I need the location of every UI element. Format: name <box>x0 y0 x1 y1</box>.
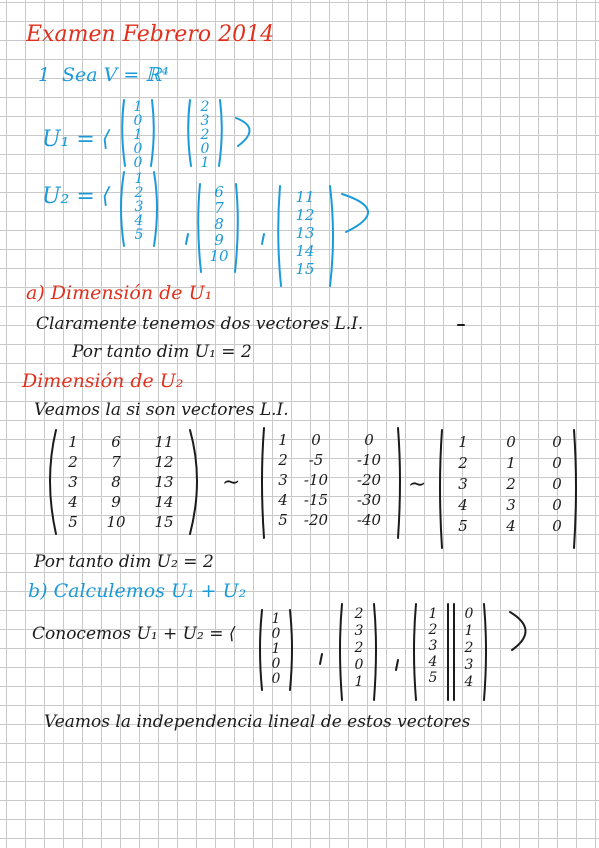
matrix-entry: -20 <box>303 511 329 529</box>
matrix-entry: 5 <box>278 511 288 529</box>
section-a-heading: a) Dimensión de U₁ <box>26 282 213 304</box>
bracket-left <box>198 184 201 272</box>
vector-entry: 0 <box>271 656 281 672</box>
matrix-entry: 9 <box>111 493 121 511</box>
vector-entry: 1 <box>133 99 143 115</box>
matrix-entry: 13 <box>154 473 174 491</box>
vector-entry: 2 <box>354 606 364 622</box>
vector-entry: 2 <box>200 99 210 115</box>
matrix-entry: 2 <box>458 454 468 472</box>
vector-entry: 1 <box>428 606 438 622</box>
matrix-entry: 0 <box>552 433 562 451</box>
vector-entry: 1 <box>200 155 210 171</box>
matrix-entry: 1 <box>68 433 78 451</box>
bracket-left <box>440 430 442 548</box>
comma <box>186 234 188 244</box>
question-number: 1 <box>38 64 51 86</box>
matrix-entry: 12 <box>154 453 174 471</box>
vector-entry: 3 <box>464 657 474 673</box>
bracket-left <box>121 172 124 246</box>
question-statement: Sea V = ℝ⁴ <box>62 64 169 86</box>
section-b-heading: b) Calculemos U₁ + U₂ <box>28 580 247 602</box>
matrix-2-column-2 <box>296 430 336 530</box>
matrix-entry: 10 <box>106 513 126 531</box>
angle-bracket-close <box>236 118 250 146</box>
vector-entry: 1 <box>133 127 143 143</box>
equivalence-symbol: ∼ <box>222 470 241 495</box>
veamos-line: Veamos la si son vectores L.I. <box>34 400 289 420</box>
vector-entry: 1 <box>271 641 281 657</box>
matrix-entry: -10 <box>303 471 329 489</box>
matrix-entry: -15 <box>303 491 329 509</box>
vector-entry: 5 <box>134 227 144 243</box>
matrix-entry: 7 <box>111 453 121 471</box>
comma <box>320 654 322 664</box>
matrix-entry: 1 <box>458 433 468 451</box>
matrix-entry: 4 <box>458 496 468 514</box>
vector-entry: 12 <box>295 206 315 224</box>
matrix-1-column-1 <box>62 432 84 532</box>
vector-entry: 2 <box>200 127 210 143</box>
comma <box>262 234 264 244</box>
comma <box>396 660 398 670</box>
matrix-2-column-3 <box>346 430 392 530</box>
vector-entry: 3 <box>134 199 144 215</box>
matrix-entry: -40 <box>356 511 382 529</box>
vector-entry: 11 <box>295 188 315 206</box>
matrix-entry: 15 <box>154 513 174 531</box>
matrix-1-column-2 <box>102 432 130 532</box>
sum-vector-2 <box>350 606 368 691</box>
vector-entry: 1 <box>134 171 144 187</box>
vector-entry: 2 <box>354 640 364 656</box>
matrix-entry: 8 <box>111 473 121 491</box>
matrix-entry: 0 <box>311 431 321 449</box>
bracket-left <box>122 100 125 166</box>
vector-entry: 0 <box>354 657 364 673</box>
vector-entry: 5 <box>428 670 438 686</box>
matrix-entry: -30 <box>356 491 382 509</box>
sum-vector-3 <box>424 606 442 686</box>
bracket-right <box>574 430 576 548</box>
matrix-entry: 0 <box>552 475 562 493</box>
dim-u2-result: Por tanto dim U₂ = 2 <box>34 552 214 572</box>
vector-entry: 2 <box>134 185 144 201</box>
bracket-right <box>374 604 376 700</box>
bracket-right <box>398 428 400 538</box>
sum-vector-1 <box>268 612 284 687</box>
bracket-right <box>484 604 486 700</box>
bracket-left <box>262 428 264 538</box>
vector-entry: 3 <box>200 113 210 129</box>
matrix-entry: 0 <box>506 433 516 451</box>
matrix-entry: 6 <box>111 433 121 451</box>
paren-right <box>190 430 197 534</box>
matrix-entry: 4 <box>68 493 78 511</box>
u2-vector-3 <box>288 188 322 278</box>
matrix-entry: 0 <box>552 517 562 535</box>
bracket-left <box>340 604 342 700</box>
matrix-3-column-2 <box>500 432 522 537</box>
vector-entry: 0 <box>133 141 143 157</box>
vector-entry: 0 <box>271 671 281 687</box>
matrix-3-column-1 <box>452 432 474 537</box>
matrix-entry: 2 <box>68 453 78 471</box>
vector-entry: 2 <box>428 622 438 638</box>
u1-label: U₁ = ⟨ <box>42 127 111 152</box>
matrix-entry: 5 <box>68 513 78 531</box>
matrix-3-column-3 <box>546 432 568 537</box>
vector-entry: 6 <box>214 183 224 201</box>
last-line: Veamos la independencia lineal de estos vectores <box>44 712 471 732</box>
matrix-entry: 3 <box>68 473 78 491</box>
vector-entry: 3 <box>354 623 364 639</box>
u2-vector-1 <box>130 172 148 242</box>
matrix-entry: 5 <box>458 517 468 535</box>
matrix-entry: 2 <box>278 451 288 469</box>
matrix-entry: 14 <box>154 493 174 511</box>
sum-line: Conocemos U₁ + U₂ = ⟨ <box>32 624 236 644</box>
vector-entry: 8 <box>214 215 224 233</box>
vector-entry: 4 <box>464 674 474 690</box>
bracket-left <box>260 610 262 690</box>
vector-entry: 0 <box>200 141 210 157</box>
vector-entry: 1 <box>464 623 474 639</box>
bracket-left <box>188 100 191 166</box>
vector-entry: 0 <box>271 626 281 642</box>
matrix-entry: 1 <box>278 431 288 449</box>
bracket-left <box>278 186 281 286</box>
matrix-entry: 4 <box>506 517 516 535</box>
matrix-entry: -5 <box>308 451 324 469</box>
matrix-entry: 0 <box>552 454 562 472</box>
bracket-left <box>414 604 416 700</box>
bracket-right <box>330 186 333 286</box>
u1-vector-1 <box>130 100 146 170</box>
vector-entry: 0 <box>133 155 143 171</box>
u2-vector-2 <box>206 184 232 264</box>
u1-vector-2 <box>197 100 213 170</box>
angle-bracket-close <box>510 612 526 650</box>
matrix-1-column-3 <box>148 432 180 532</box>
dim-u2-heading: Dimensión de U₂ <box>22 370 184 392</box>
u2-label: U₂ = ⟨ <box>42 184 111 209</box>
section-a-line-1: Claramente tenemos dos vectores L.I. <box>36 314 364 334</box>
bracket-right <box>290 610 292 690</box>
vector-entry: 10 <box>209 247 229 265</box>
vector-entry: 4 <box>428 654 438 670</box>
matrix-entry: -10 <box>356 451 382 469</box>
equivalence-symbol: ∼ <box>408 472 427 497</box>
vector-entry: 7 <box>214 199 224 217</box>
matrix-entry: 3 <box>278 471 288 489</box>
vector-entry: 1 <box>271 611 281 627</box>
matrix-entry: 11 <box>154 433 174 451</box>
matrix-entry: -20 <box>356 471 382 489</box>
matrix-entry: 4 <box>278 491 288 509</box>
bracket-right <box>151 100 154 166</box>
vector-entry: 9 <box>214 231 224 249</box>
matrix-entry: 1 <box>506 454 516 472</box>
matrix-entry: 2 <box>506 475 516 493</box>
page-title: Examen Febrero 2014 <box>26 22 275 47</box>
matrix-2-column-1 <box>272 430 294 530</box>
sum-vector-4 <box>460 606 478 691</box>
matrix-entry: 3 <box>458 475 468 493</box>
paren-left <box>50 430 56 534</box>
vector-entry: 3 <box>428 638 438 654</box>
vector-entry: 0 <box>133 113 143 129</box>
vector-entry: 15 <box>295 260 315 278</box>
vector-entry: 14 <box>295 242 315 260</box>
matrix-entry: 3 <box>506 496 516 514</box>
vector-entry: 13 <box>295 224 315 242</box>
vector-entry: 2 <box>464 640 474 656</box>
matrix-entry: 0 <box>364 431 374 449</box>
vector-entry: 1 <box>354 674 364 690</box>
matrix-entry: 0 <box>552 496 562 514</box>
section-a-line-2: Por tanto dim U₁ = 2 <box>72 342 252 362</box>
vector-entry: 4 <box>134 213 144 229</box>
bracket-right <box>154 172 157 246</box>
angle-bracket-close <box>342 194 368 232</box>
bracket-right <box>219 100 222 166</box>
bracket-right <box>235 184 238 272</box>
vector-entry: 0 <box>464 606 474 622</box>
